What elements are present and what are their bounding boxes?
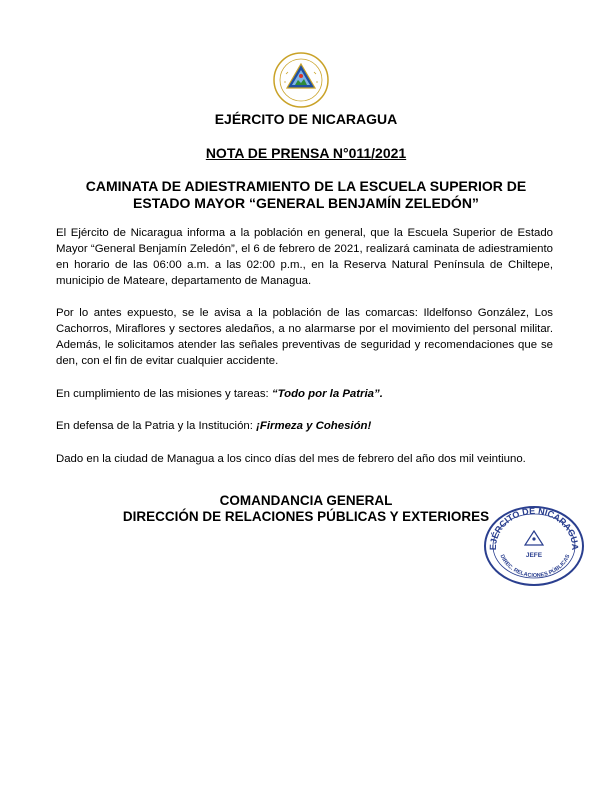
stamp-bottom-text: DIREC. RELACIONES PÚBLICAS <box>498 553 572 579</box>
subject-line-2: ESTADO MAYOR “GENERAL BENJAMÍN ZELEDÓN” <box>133 195 479 211</box>
stamp-middle-text: JEFE <box>525 552 543 559</box>
mission-motto: “Todo por la Patria”. <box>271 388 383 400</box>
press-note-subject <box>0 178 612 212</box>
defense-text: En defensa de la Patria y la Institución: <box>56 420 257 432</box>
paragraph-notice: Por lo antes expuesto, se le avisa a la población de las comarcas: Ildelfonso González, Los Cachorros, Miraflores y sectores aledaños, a no alarmarse por el movimiento del personal militar. Además, le solicitamos atender las señales preventivas de seguridad y recomendaciones que se den, con el fin de evitar cualquier accidente. <box>56 307 553 367</box>
subject-line-1: CAMINATA DE ADIESTRAMIENTO DE LA ESCUELA SUPERIOR DE <box>85 178 527 194</box>
paragraph-defense <box>56 418 553 434</box>
svg-text:EJÉRCITO DE NICARAGUA <box>488 506 580 551</box>
paragraph-mission <box>56 386 553 402</box>
organization-heading: EJÉRCITO DE NICARAGUA <box>214 111 398 127</box>
signature-line-2: DIRECCIÓN DE RELACIONES PÚBLICAS Y EXTERIORES <box>122 509 490 524</box>
paragraph-announcement: El Ejército de Nicaragua informa a la población en general, que la Escuela Superior de Estado Mayor “General Benjamín Zeledón”, el 6 de febrero de 2021, realizará caminata de adiestramiento en horario de las 06:00 a.m. a las 02:00 p.m., en la Reserva Natural Península de Chiltepe, municipio de Mateare, departamento de Managua. <box>56 227 553 287</box>
stamp-top-text: EJÉRCITO DE NICARAGUA <box>487 505 581 551</box>
mission-text: En cumplimiento de las misiones y tareas: <box>56 388 272 400</box>
nicaragua-coat-of-arms-icon <box>266 50 336 110</box>
defense-motto: ¡Firmeza y Cohesión! <box>256 420 372 432</box>
paragraph-date: Dado en la ciudad de Managua a los cinco días del mes de febrero del año dos mil veintiuno. <box>56 453 526 465</box>
official-stamp-icon <box>482 504 586 588</box>
signature-line-1: COMANDANCIA GENERAL <box>219 493 393 508</box>
press-note-title: NOTA DE PRENSA N°011/2021 <box>205 145 407 161</box>
